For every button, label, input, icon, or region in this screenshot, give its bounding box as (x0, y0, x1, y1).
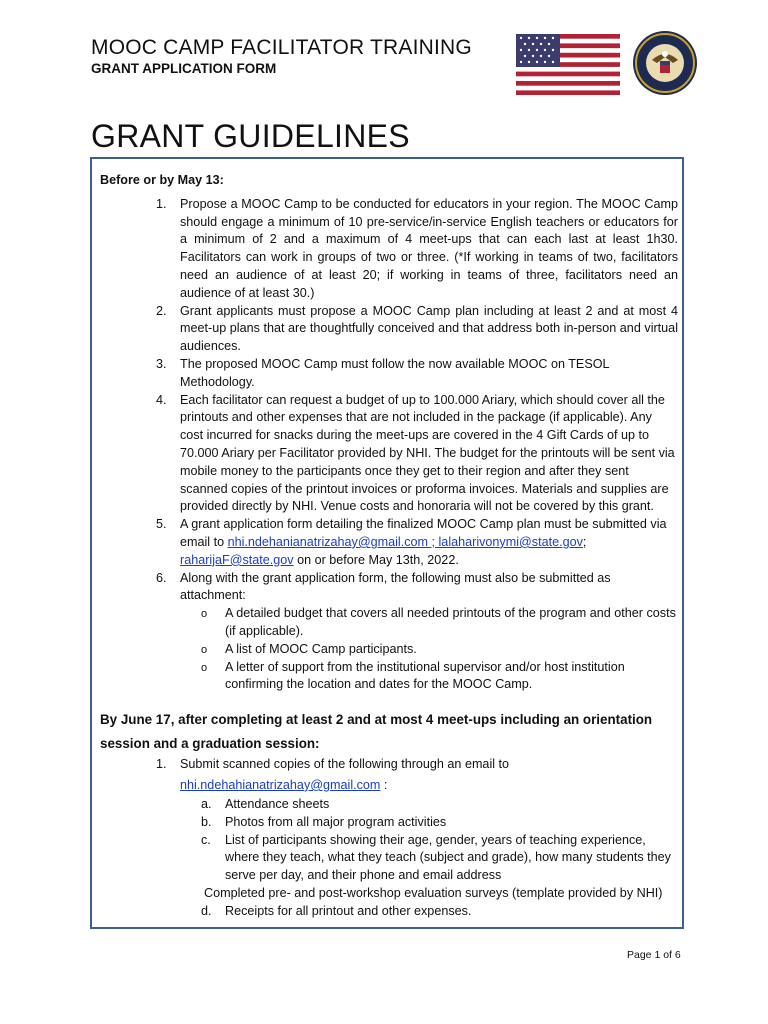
us-flag-icon (516, 34, 620, 95)
sub-list-item (201, 832, 678, 885)
section-heading-may: Before or by May 13: (100, 173, 224, 187)
sub-list-item (201, 605, 678, 641)
list-number: 3. (156, 356, 167, 371)
sub-item-text: A letter of support from the institutional supervisor and/or host institution confirming the location and dates for the MOOC Camp. (225, 659, 625, 692)
attachments-list (180, 605, 678, 694)
list-number: 4. (156, 392, 167, 407)
list-number: 6. (156, 570, 167, 585)
list-item (156, 756, 678, 920)
sub-list-item (201, 641, 678, 659)
list-number: 1. (156, 196, 167, 211)
sub-item-text: A list of MOOC Camp participants. (225, 641, 417, 656)
submission-list (100, 756, 678, 920)
bullet-icon: o (201, 608, 208, 621)
sub-item-text: A detailed budget that covers all needed printouts of the program and other costs (if applicable). (225, 606, 676, 638)
list-number: 2. (156, 303, 167, 318)
embassy-seal-icon (632, 30, 698, 96)
link-separator: ; (582, 534, 587, 549)
page-title: GRANT GUIDELINES (91, 118, 410, 154)
documents-list (180, 796, 678, 885)
list-letter: a. (201, 796, 212, 811)
list-item-text: Along with the grant application form, the following must also be submitted as attachment: (180, 570, 611, 603)
list-letter: c. (201, 832, 211, 847)
email-colon: : (380, 777, 388, 792)
email-link-lalaharivonymi[interactable]: ; lalaharivonymi@state.gov (428, 534, 583, 549)
list-number: 1. (156, 757, 167, 772)
list-item-text: Submit scanned copies of the following through an email to (180, 757, 510, 772)
list-item-text: Each facilitator can request a budget of up to 100.000 Ariary, which should cover all the printouts and other expenses that are not included in the package (if applicable). Any cost incurred for snacks during the meet-ups are covered in the 4 Gift Cards of up to 70.000 Ariary per Facilitator provided by NHI. The budget for the printouts will be sent via mobile money to the participants once they get to their region and after they sent scanned copies of the printout invoices or proforma invoices. Materials and supplies are provided directly by NHI. Venue costs and honoraria will not be covered by this grant. (180, 392, 675, 514)
list-number: 5. (156, 517, 167, 532)
list-item-text: on or before May 13th, 2022. (293, 552, 459, 567)
bullet-icon: o (201, 643, 208, 656)
sub-item-text: List of participants showing their age, gender, years of teaching experience, where they teach, what they teach (subject and grade), how many students they serve per day, and their phone and email address (225, 832, 671, 883)
sub-list-item (201, 903, 678, 921)
document-title: MOOC CAMP FACILITATOR TRAINING (91, 36, 472, 59)
list-item (156, 516, 678, 569)
list-item (156, 570, 678, 695)
requirements-list (100, 196, 678, 694)
sub-list-item (201, 659, 678, 695)
list-item-text: The proposed MOOC Camp must follow the now available MOOC on TESOL Methodology. (180, 356, 610, 389)
sub-list-item (201, 796, 678, 814)
evaluation-surveys-line: Completed pre- and post-workshop evaluation surveys (template provided by NHI) (204, 885, 663, 900)
bullet-icon: o (201, 661, 208, 674)
email-link-nhi-submission[interactable]: nhi.ndehahianatrizahay@gmail.com (180, 777, 381, 792)
section-heading-june: By June 17, after completing at least 2 and at most 4 meet-ups including an orientation session and a graduation session: (100, 712, 653, 752)
list-item (156, 303, 678, 356)
list-item (156, 196, 678, 303)
guidelines-content (100, 172, 678, 920)
documents-list-continued (180, 903, 678, 921)
sub-item-text: Photos from all major program activities (225, 814, 447, 829)
list-item-text: Grant applicants must propose a MOOC Camp plan including at least 2 and at most 4 meet-up plans that are thoughtfully conceived and that address both in-person and virtual audiences. (180, 303, 678, 354)
sub-list-item (201, 814, 678, 832)
page-number: Page 1 of 6 (627, 949, 681, 961)
list-item (156, 356, 678, 392)
sub-item-text: Receipts for all printout and other expenses. (225, 903, 472, 918)
email-link-nhi[interactable]: nhi.ndehanianatrizahay@gmail.com (227, 534, 429, 549)
list-letter: b. (201, 814, 212, 829)
sub-item-text: Attendance sheets (225, 796, 330, 811)
list-letter: d. (201, 903, 212, 918)
list-item-text: A grant application form detailing the finalized MOOC Camp plan must be submitted via email to (180, 517, 667, 549)
email-link-raharijaf[interactable]: raharijaF@state.gov (180, 552, 294, 567)
list-item (156, 392, 678, 517)
list-item-text: Propose a MOOC Camp to be conducted for educators in your region. The MOOC Camp should engage a minimum of 10 pre-service/in-service English teachers or educators for a minimum of 2 and a maximum of 4 meet-ups that can each last at least 1h30. Facilitators can work in groups of two or three. (*If working in teams of two, facilitators need an audience of at least 20; if working in teams of three, facilitators need an audience of at least 30.) (180, 196, 678, 300)
document-subtitle: GRANT APPLICATION FORM (91, 61, 277, 76)
